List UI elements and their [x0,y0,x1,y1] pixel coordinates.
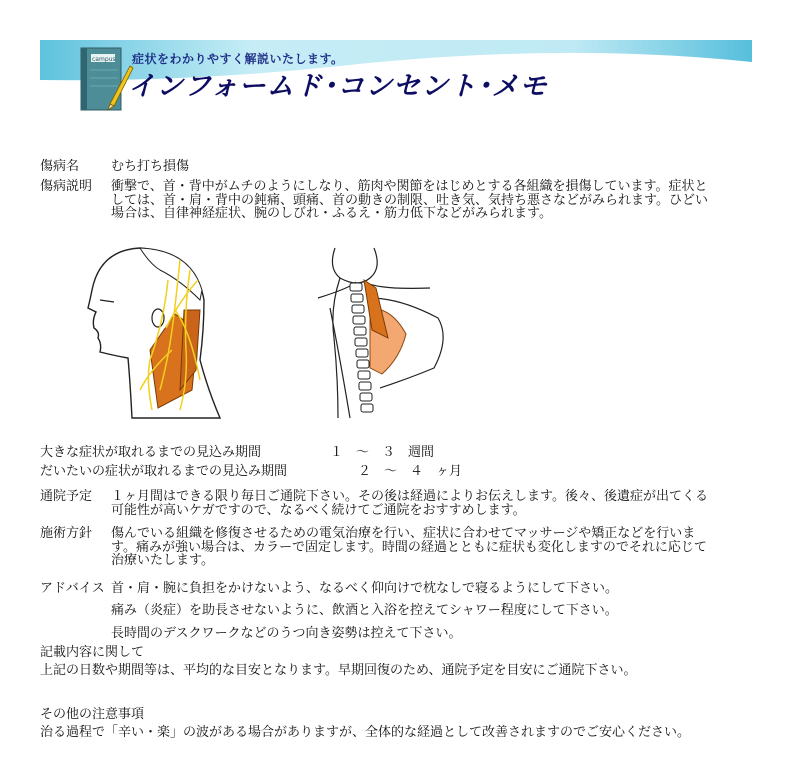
general-symptom-period-label: だいたいの症状が取れるまでの見込み期間 [40,464,288,479]
diagnosis-value: むち打ち損傷 [111,159,190,174]
major-symptom-period-value: １ ～ ３ 週間 [330,445,435,460]
advice-label: アドバイス [40,581,105,596]
notebook-label: campus [92,56,116,63]
general-symptom-period-value: ２ ～ ４ ヶ月 [358,464,463,479]
upper-back-muscles-illustration [310,238,460,428]
major-symptom-period-label: 大きな症状が取れるまでの見込み期間 [40,445,262,460]
visit-plan-label: 通院予定 [40,489,93,504]
neck-muscles-side-view-illustration [80,240,232,420]
treatment-label: 施術方針 [40,526,93,541]
explanation-text: 衝撃で、首・背中がムチのようにしなり、筋肉や関節をはじめとする各組織を損傷しています。症状としては、首・肩・背中の鈍痛、頭痛、首の動きの制限、吐き気、気持ち悪さなどがみられます。ひどい場合は、自律神経症状、腕のしびれ・ふるえ・筋力低下などがみられます。 [111,179,708,221]
header-subtitle: 症状をわかりやすく解説いたします。 [132,52,344,66]
notes-heading: 記載内容に関して [40,645,145,660]
treatment-text: 傷んでいる組織を修復させるための電気治療を行い、症状に合わせてマッサージや矯正などを行います。痛みが強い場合は、カラーで固定します。時間の経過とともに症状も変化しますのでそれに応じて治療いたします。 [111,526,707,568]
other-heading: その他の注意事項 [40,707,145,722]
advice-item: 首・肩・腕に負担をかけないよう、なるべく仰向けで枕なしで寝るようにして下さい。 [111,581,619,596]
notes-text: 上記の日数や期間等は、平均的な目安となります。早期回復のため、通院予定を目安にご通院下さい。 [40,663,637,678]
advice-item: 長時間のデスクワークなどのうつ向き姿勢は控えて下さい。 [111,626,462,641]
page-title: インフォームド･コンセント･メモ [128,71,548,102]
advice-item: 痛み（炎症）を助長させないように、飲酒と入浴を控えてシャワー程度にして下さい。 [111,603,618,618]
visit-plan-text: １ヶ月間はできる限り毎日ご通院下さい。その後は経過によりお伝えします。後々、後遺症が出てくる可能性が高いケガですので、なるべく続けてご通院をおすすめします。 [111,489,708,518]
notebook-icon [78,44,134,114]
other-text: 治る過程で「辛い・楽」の波がある場合がありますが、全体的な経過として改善されますのでご安心ください。 [40,725,691,740]
explanation-label: 傷病説明 [40,179,93,194]
diagnosis-label: 傷病名 [40,159,80,174]
